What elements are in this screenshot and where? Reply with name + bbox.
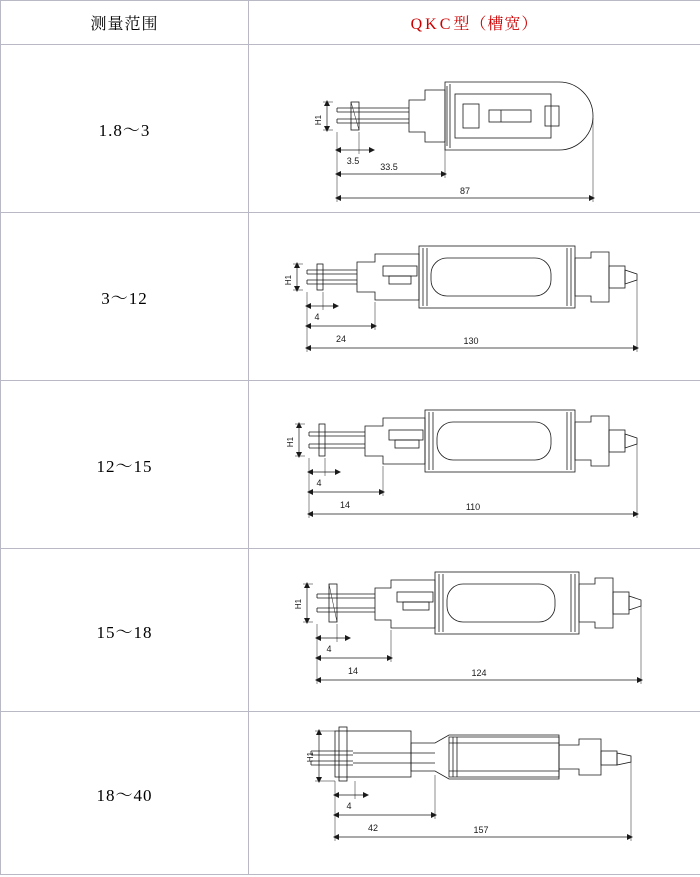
- range-value-2: 3～12: [1, 213, 249, 381]
- dimension-label-157: 157: [473, 824, 489, 835]
- qkc-caliper-18-40: [249, 713, 700, 874]
- dimension-label-h1: H1: [284, 274, 293, 285]
- table-row: [1, 381, 700, 549]
- range-value-4: 15～18: [1, 549, 249, 712]
- dimension-label-3p5: 3.5: [346, 155, 360, 166]
- dimension-label-14: 14: [339, 499, 351, 510]
- qkc-caliper-12-15: [249, 382, 700, 548]
- header-model-suffix: 型（槽宽）: [453, 16, 539, 33]
- table-row: [1, 213, 700, 381]
- header-model-type: [249, 1, 700, 45]
- dimension-label-h1: H1: [314, 114, 323, 125]
- table-row: [1, 712, 700, 875]
- dimension-label-4: 4: [314, 311, 320, 322]
- qkc-caliper-15-18: [249, 550, 700, 711]
- table-row: [1, 45, 700, 213]
- dimension-label-h1: H1: [306, 751, 315, 762]
- dimension-label-4: 4: [316, 477, 322, 488]
- dimension-label-87: 87: [459, 185, 471, 196]
- dimension-label-14: 14: [347, 665, 359, 676]
- range-value-5: 18～40: [1, 712, 249, 875]
- qkc-caliper-3-12: [249, 214, 700, 380]
- header-measuring-range: 测量范围: [1, 1, 249, 45]
- range-value-1: 1.8～3: [1, 45, 249, 213]
- dimension-label-4: 4: [346, 800, 352, 811]
- dimension-label-42: 42: [367, 822, 379, 833]
- table-header-row: [1, 1, 700, 45]
- dimension-label-130: 130: [463, 335, 479, 346]
- dimension-label-33p5: 33.5: [380, 161, 398, 172]
- figure-cell-4: [249, 549, 700, 712]
- figure-cell-5: [249, 712, 700, 875]
- figure-cell-3: [249, 381, 700, 549]
- header-model-prefix: QKC: [410, 16, 454, 33]
- figure-cell-2: [249, 213, 700, 381]
- dimension-label-h1: H1: [286, 436, 295, 447]
- figure-cell-1: [249, 45, 700, 213]
- dimension-label-4: 4: [326, 643, 332, 654]
- qkc-caliper-1p8-3: [249, 46, 700, 212]
- dimension-label-24: 24: [335, 333, 347, 344]
- dimension-label-124: 124: [471, 667, 487, 678]
- table-row: [1, 549, 700, 712]
- range-value-3: 12～15: [1, 381, 249, 549]
- dimension-label-110: 110: [465, 501, 481, 512]
- dimension-label-h1: H1: [294, 598, 303, 609]
